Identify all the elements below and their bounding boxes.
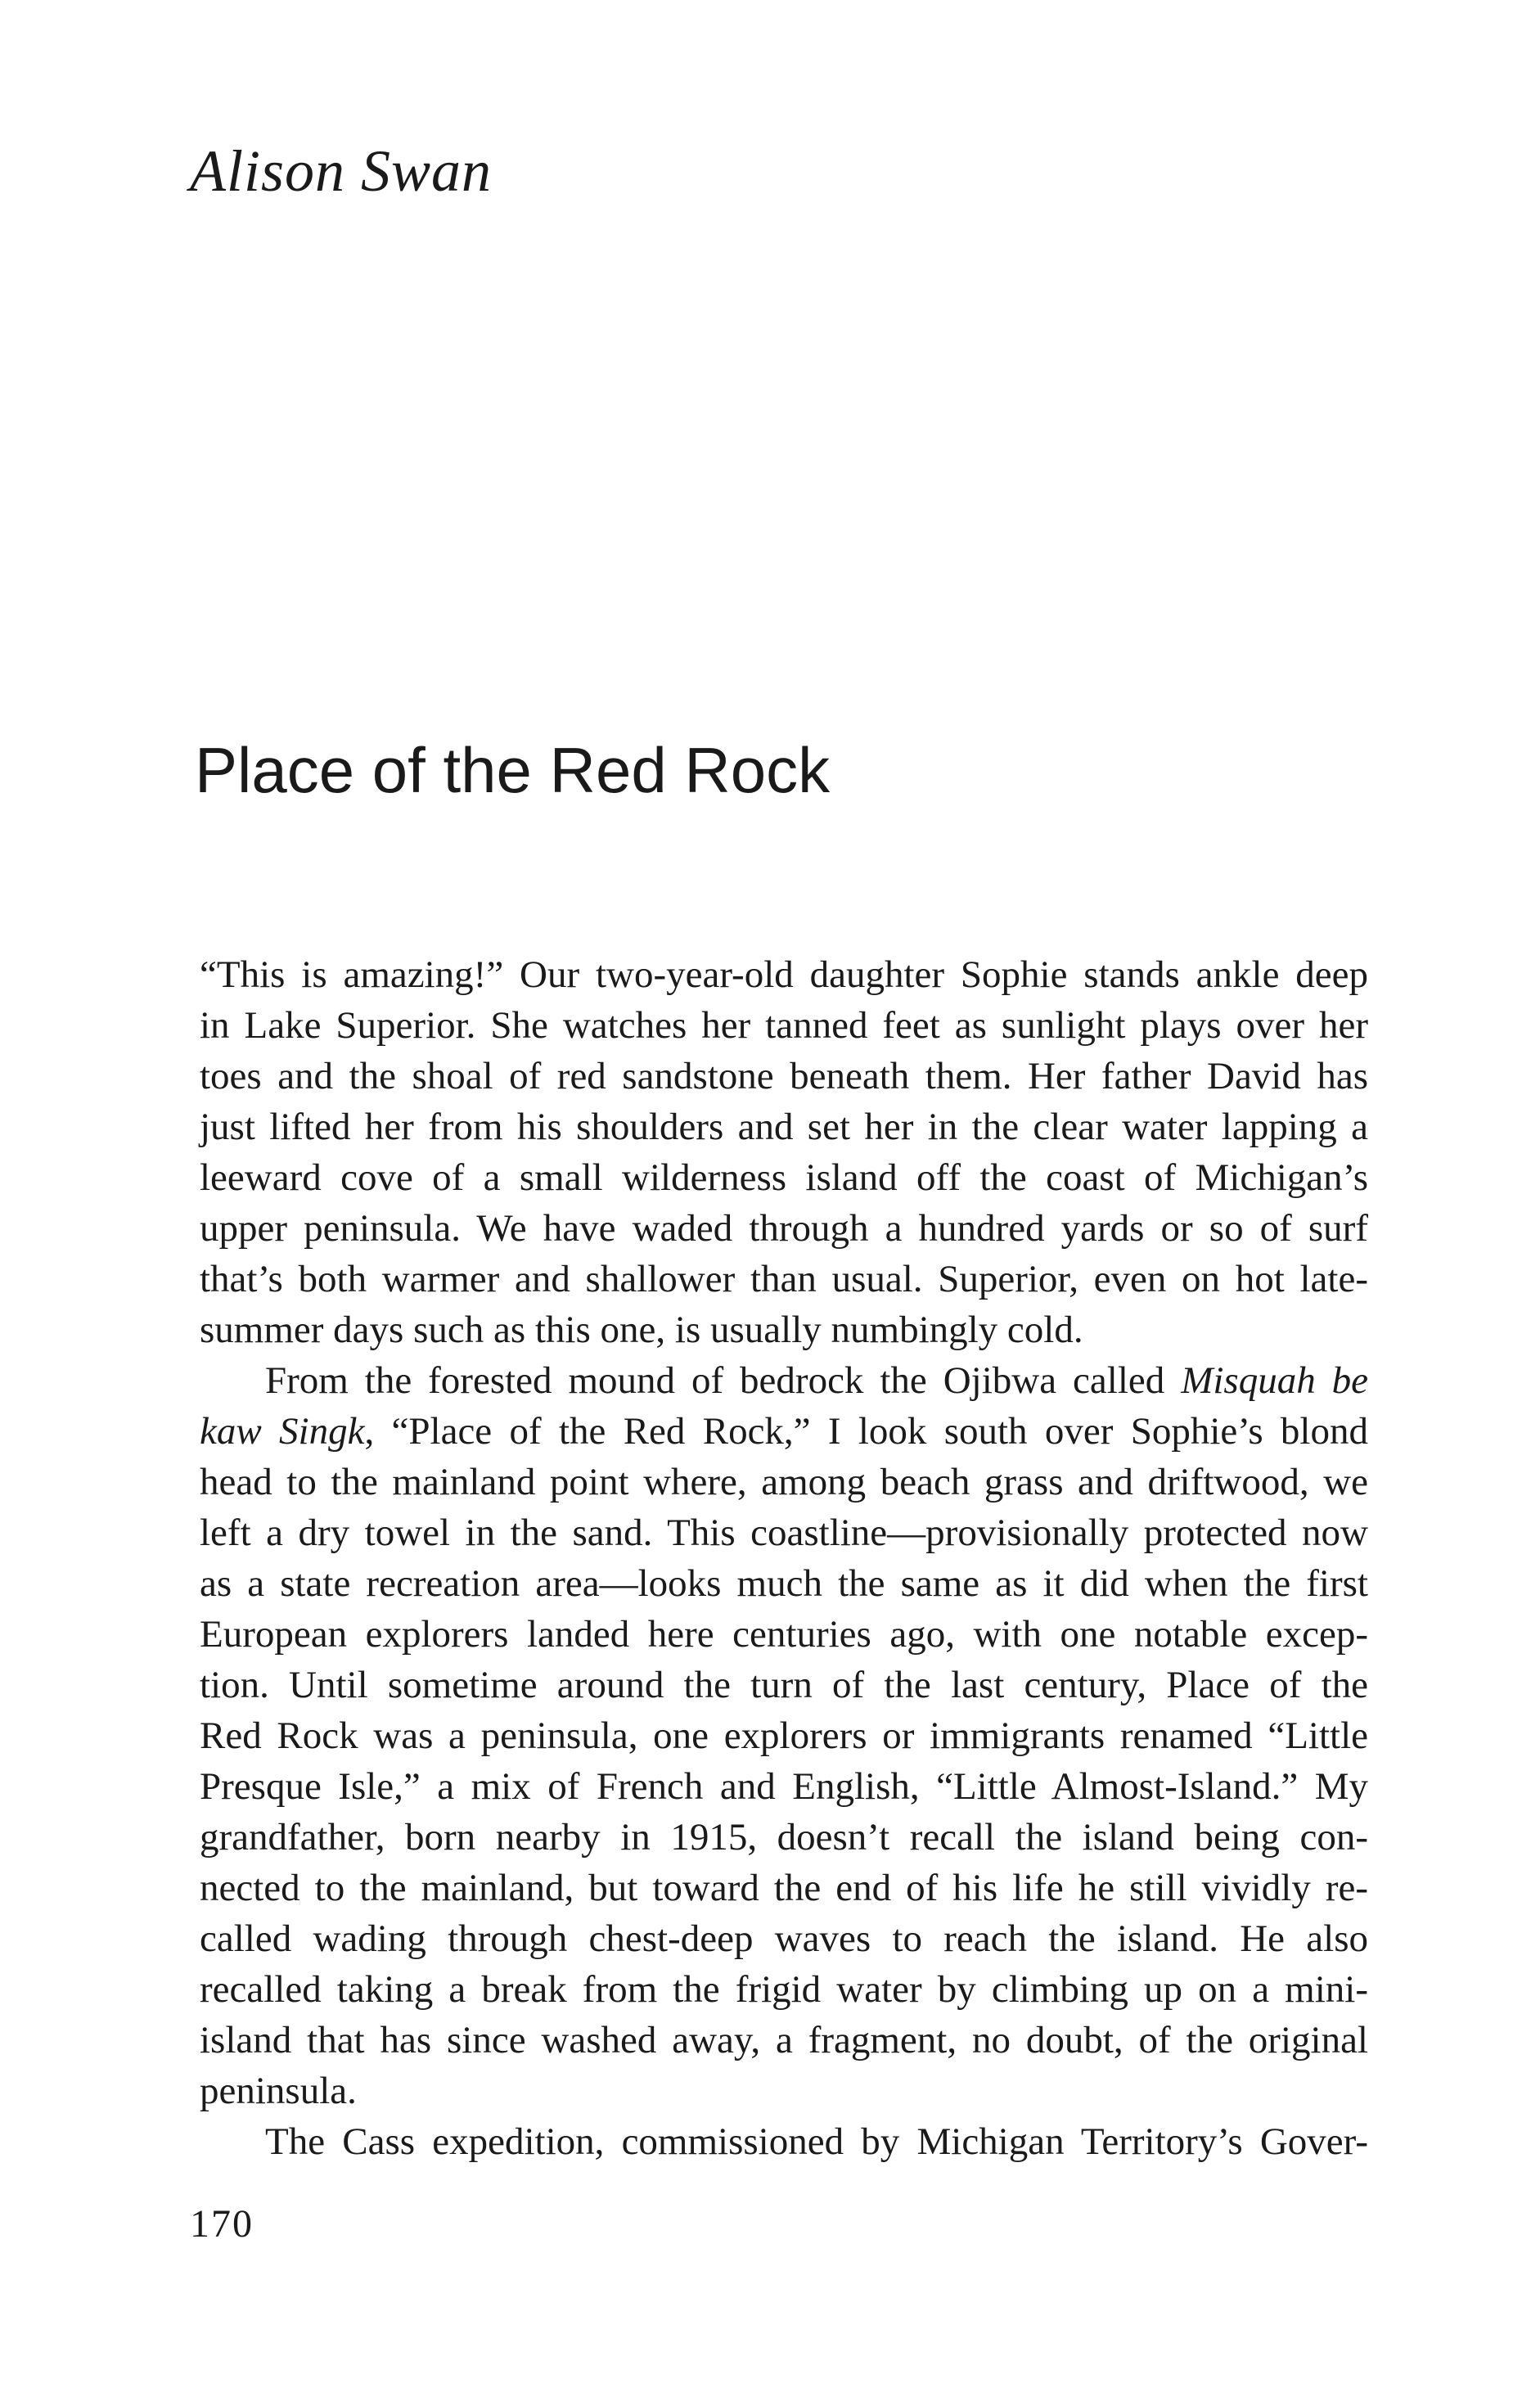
text-line: island that has since washed away, a fragment, no doubt, of the original [200, 2019, 1368, 2061]
text-line: head to the mainland point where, among beach grass and driftwood, we [200, 1461, 1368, 1503]
text-line: grandfather, born nearby in 1915, doesn’t recall the island being con- [200, 1816, 1368, 1859]
page-number: 170 [190, 2202, 254, 2246]
paragraph-1 [200, 949, 1368, 1355]
text-line: summer days such as this one, is usually numbingly cold. [200, 1309, 1083, 1351]
paragraph-2 [200, 1355, 1368, 2116]
text-line: left a dry towel in the sand. This coastline—provisionally protected now [200, 1512, 1368, 1554]
running-head-author: Alison Swan [190, 138, 493, 204]
text-line: leeward cove of a small wilderness island off the coast of Michigan’s [200, 1156, 1368, 1199]
text-line: recalled taking a break from the frigid water by climbing up on a mini- [200, 1968, 1368, 2011]
paragraph-3 [200, 2116, 1368, 2167]
text-line: kaw Singk, “Place of the Red Rock,” I look south over Sophie’s blond [200, 1410, 1368, 1453]
text-line: toes and the shoal of red sandstone beneath them. Her father David has [200, 1055, 1368, 1097]
text-line: called wading through chest-deep waves to reach the island. He also [200, 1917, 1368, 1960]
chapter-title: Place of the Red Rock [195, 734, 831, 806]
text-line: in Lake Superior. She watches her tanned feet as sunlight plays over her [200, 1004, 1368, 1047]
text-line: Red Rock was a peninsula, one explorers or immigrants renamed “Little [200, 1714, 1368, 1757]
text-line: upper peninsula. We have waded through a hundred yards or so of surf [200, 1207, 1368, 1250]
italic-term: Misquah be [1181, 1359, 1368, 1402]
text-line: Presque Isle,” a mix of French and English, “Little Almost-Island.” My [200, 1765, 1368, 1808]
text-line: as a state recreation area—looks much the same as it did when the first [200, 1562, 1368, 1605]
text-line: European explorers landed here centuries ago, with one notable excep- [200, 1613, 1368, 1656]
text-line: The Cass expedition, commissioned by Michigan Territory’s Gover- [265, 2120, 1368, 2163]
text-line: nected to the mainland, but toward the end of his life he still vividly re- [200, 1867, 1368, 1909]
text-line: From the forested mound of bedrock the Ojibwa called Misquah be [265, 1359, 1368, 1402]
text-line: peninsula. [200, 2070, 357, 2112]
text-line: just lifted her from his shoulders and set her in the clear water lapping a [200, 1106, 1368, 1148]
italic-term: kaw Singk [200, 1410, 365, 1453]
body-text [200, 949, 1368, 2167]
text-line: that’s both warmer and shallower than usual. Superior, even on hot late- [200, 1258, 1368, 1300]
text-line: tion. Until sometime around the turn of the last century, Place of the [200, 1664, 1368, 1706]
text-line: “This is amazing!” Our two-year-old daughter Sophie stands ankle deep [200, 953, 1368, 996]
